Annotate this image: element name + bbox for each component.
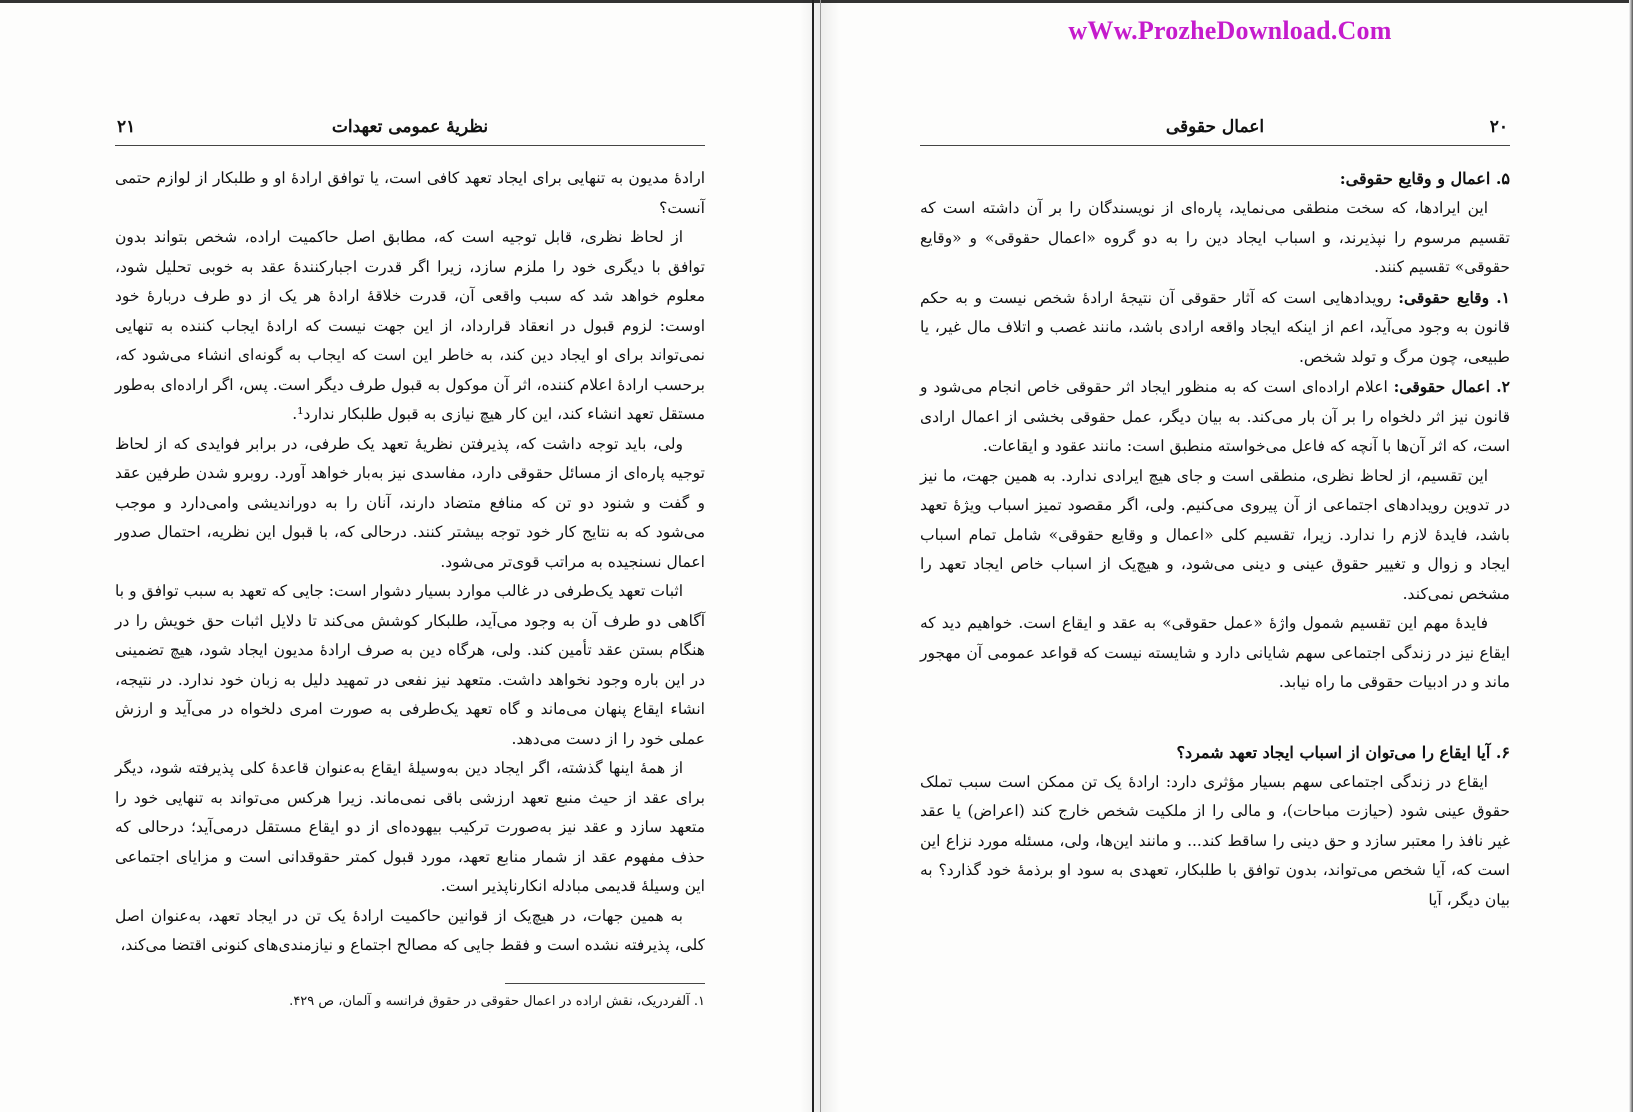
right-page-header — [920, 115, 1510, 146]
right-paragraph-6: ایقاع در زندگی اجتماعی سهم بسیار مؤثری دارد: ارادهٔ یک تن ممکن است سبب تملک حقوق عینی شود (حیازت مباحات)، و مالی را از ملکیت شخص خارج کند (اعراض) یا عقد غیر نافذ را معتبر سازد و حق دینی را ساقط کند... و مانند این‌ها، ولی، مسئله مورد نزاع این است که، آیا شخص می‌تواند، بدون توافق با طلبکار، تعهدی به سود او برذمهٔ خود گذارد؟ به بیان دیگر، آیا — [920, 772, 1510, 909]
term-legal-facts-label: ۱. وقایع حقوقی: — [1398, 287, 1510, 307]
watermark-text: wWw.ProzheDownload.Com — [1068, 16, 1392, 45]
section-6-heading: ۶. آیا ایقاع را می‌توان از اسباب ایجاد تعهد شمرد؟ — [1176, 742, 1510, 762]
section-5-heading: ۵. اعمال و وقایع حقوقی: — [1339, 169, 1510, 188]
right-page-number: ۲۰ — [1489, 117, 1508, 137]
right-paragraph-5: فایدهٔ مهم این تقسیم شمول واژهٔ «عمل حقوقی» به عقد و ایقاع است. خواهیم دید که ایقاع نیز در زندگی اجتماعی سهم شایانی دارد و شایسته نیست که قواعد عمومی آن مهجور ماند و در ادبیات حقوقی ما راه نیابد. — [920, 614, 1510, 691]
left-paragraph-5: از همهٔ اینها گذشته، اگر ایجاد دین به‌وسیلهٔ ایقاع به‌عنوان قاعدهٔ کلی پذیرفته شود، دیگر برای عقد از حیث منبع تعهد ارزشی باقی نمی‌ماند. زیرا هرکس می‌تواند به تنهایی خود را متعهد سازد و عقد نیز به‌صورت ترکیب بیهوده‌ای از دو ایقاع مستقل درمی‌آید؛ درحالی که حذف مفهوم عقد از شمار منابع تعهد، مورد قبول کمتر حقوقدانی است و مزایای اجتماعی این وسیلهٔ قدیمی مبادله انکارناپذیر است. — [115, 759, 705, 895]
right-paragraph-3 — [920, 372, 1510, 462]
right-paragraph-4: این تقسیم، از لحاظ نظری، منطقی است و جای هیچ ایرادی ندارد. به همین جهت، ما نیز در تدوین رویدادهای اجتماعی از آن پیروی می‌کنیم. ولی، اگر مقصود تمیز اسباب ویژهٔ تعهد باشد، فایدهٔ لازم را ندارد. زیرا، تقسیم کلی «اعمال و وقایع حقوقی» شامل تمام اسباب ایجاد و زوال و تغییر حقوق عینی و دینی می‌شود، و هیچ‌یک از اسباب خاص ایجاد تعهد را مشخص نمی‌کند. — [920, 466, 1510, 603]
left-page-number: ۲۱ — [117, 117, 136, 137]
left-paragraph-6: به همین جهات، در هیچ‌یک از قوانین حاکمیت ارادهٔ یک تن در ایجاد تعهد، به‌عنوان اصل کلی، پذیرفته نشده است و فقط جایی که مصالح اجتماع و نیازمندی‌های کنونی اقتضا می‌کند، — [115, 906, 705, 954]
left-footnote: ۱. آلفردریک، نقش اراده در اعمال حقوقی در حقوق فرانسه و آلمان، ص ۴۲۹. — [289, 993, 705, 1009]
left-paragraph-4: اثبات تعهد یک‌طرفی در غالب موارد بسیار دشوار است: جایی که تعهد به سبب توافق و با آگاهی دو طرف آن به وجود می‌آید، طلبکار کوشش می‌کند تا دلایل اثبات حق خویش را در هنگام بستن عقد تأمین کند. ولی، هرگاه دین به صرف ارادهٔ مدیون ایجاد شود، هیچ تضمینی در این باره وجود نخواهد داشت. متعهد نیز نفعی در تمهید دلیل به زبان خود ندارد. در نتیجه، انشاء ایقاع پنهان می‌ماند و گاه تعهد یک‌طرفی به صورت امری دلخواه در می‌آید و ارزش عملی خود را از دست می‌دهد. — [115, 582, 705, 748]
book-gutter-line — [812, 0, 814, 1112]
book-gutter-line-secondary — [820, 0, 821, 1112]
right-running-title: اعمال حقوقی — [1165, 117, 1265, 137]
left-paragraph-1: ارادهٔ مدیون به تنهایی برای ایجاد تعهد کافی است، یا توافق ارادهٔ او و طلبکار از لوازم حتمی آنست؟ — [115, 169, 706, 217]
right-page — [920, 115, 1510, 915]
scan-right-edge — [1629, 0, 1633, 1112]
left-paragraph-2: از لحاظ نظری، قابل توجیه است که، مطابق اصل حاکمیت اراده، شخص بتواند بدون توافق با دیگری خود را ملزم سازد، زیرا اگر قدرت اجبارکنندهٔ عقد به خوبی تحلیل شود، معلوم خواهد شد که سبب واقعی آن، قدرت خلاقهٔ ارادهٔ هر یک از دو طرف دربارهٔ خود اوست: لزوم قبول در انعقاد قرارداد، از این جهت نیست که ارادهٔ ایجاب کننده به تنهایی نمی‌تواند برای او ایجاد دین کند، به خاطر این است که ایجاب به گونه‌ای انشاء می‌شود که، برحسب ارادهٔ اعلام کننده، اثر آن موکول به قبول طرف دیگر است. پس، اگر اراده‌ای به‌طور مستقل تعهد انشاء کند، این کار هیچ نیازی به قبول طلبکار ندارد¹. — [115, 228, 705, 423]
right-paragraph-2-text: رویدادهایی است که آثار حقوقی آن نتیجهٔ ارادهٔ شخص نیست و به حکم قانون به وجود می‌آید، اعم از اینکه ایجاد واقعه ارادی باشد، مانند غصب و اتلاف مال غیر، یا طبیعی، چون مرگ و تولد شخص. — [920, 288, 1510, 366]
left-paragraph-3: ولی، باید توجه داشت که، پذیرفتن نظریهٔ تعهد یک طرفی، در برابر فوایدی که از لحاظ توجیه پاره‌ای از مسائل حقوقی دارد، مفاسدی نیز به‌بار خواهد آورد. روبرو شدن طرفین عقد و گفت و شنود دو تن که منافع متضاد دارند، آنان را به دوراندیشی وامی‌دارد و موجب می‌شود که به نتایج کار خود توجه بیشتر کنند. درحالی که، با قبول این نظریه، احتمال صدور اعمال نسنجیده به مراتب قوی‌تر می‌شود. — [115, 434, 705, 571]
left-page-header — [115, 115, 705, 146]
left-running-title: نظریهٔ عمومی تعهدات — [331, 117, 489, 137]
section-spacer — [920, 698, 1510, 738]
right-paragraph-3-text: اعلام اراده‌ای است که به منظور ایجاد اثر حقوقی خاص انجام می‌شود و قانون نیز اثر دلخواه را بر آن بار می‌کند. به بیان دیگر، عمل حقوقی بخشی از اعمال ارادی است، که اثر آن‌ها با آنچه که فاعل می‌خواسته منطبق است: مانند عقود و ایقاعات. — [920, 378, 1510, 455]
left-page — [115, 115, 705, 1012]
footnote-divider — [505, 983, 705, 984]
term-legal-acts-label: ۲. اعمال حقوقی: — [1393, 377, 1510, 396]
right-paragraph-2 — [920, 283, 1510, 373]
right-paragraph-1: این ایرادها، که سخت منطقی می‌نماید، پاره‌ای از نویسندگان را بر آن داشته است که تقسیم مرسوم را نپذیرند، و اسباب ایجاد دین را به دو گروه «اعمال حقوقی» و «وقایع حقوقی» تقسیم کنند. — [920, 199, 1510, 276]
